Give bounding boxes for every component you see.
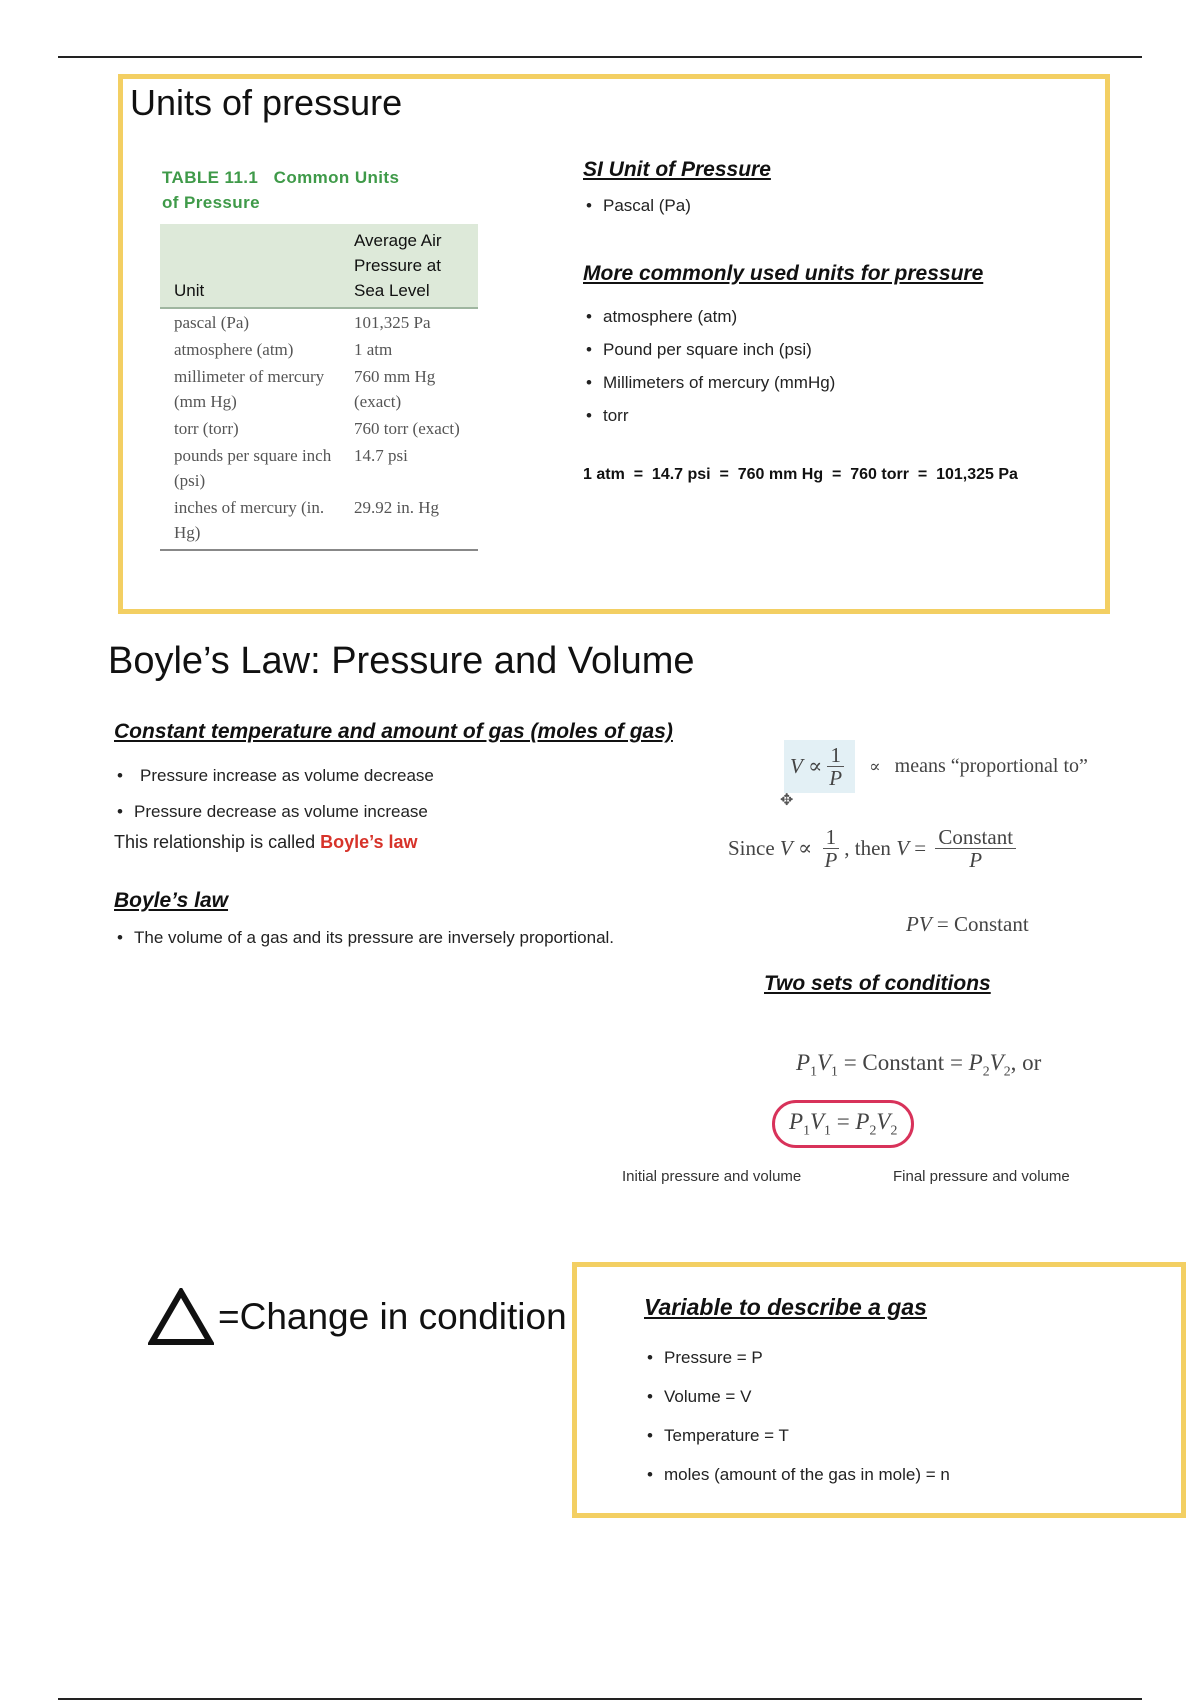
proportional-symbol: ∝ [808, 754, 823, 778]
proportional-box: V ∝ $\frac{1}{P}$ [784, 740, 855, 793]
pv-constant-formula: PV = Constant [906, 912, 1029, 936]
proportional-symbol: ∝ [797, 836, 813, 860]
table-cell: 14.7 psi [354, 446, 408, 465]
list-item: • Pressure increase as volume decrease [114, 758, 434, 794]
boyle-law-name: Boyle’s law [320, 832, 418, 852]
table-cell: pascal (Pa) [174, 313, 250, 332]
table-cell: atmosphere (atm) [174, 340, 294, 359]
table-caption [162, 165, 399, 215]
table-row [160, 308, 478, 336]
si-unit-heading: SI Unit of Pressure [583, 158, 771, 181]
relationship-text [114, 832, 417, 853]
list-item: • atmosphere (atm) [583, 300, 835, 333]
final-caption: Final pressure and volume [893, 1168, 1070, 1185]
boyle-law-list [114, 928, 614, 948]
list-item: • moles (amount of the gas in mole) = n [644, 1465, 950, 1485]
delta-triangle-icon [148, 1288, 214, 1346]
constant-numerator: Constant [935, 826, 1016, 849]
list-item: • Pressure = P [644, 1348, 950, 1368]
table-row [160, 336, 478, 363]
table-row [160, 442, 478, 494]
list-item: • Pressure decrease as volume increase [114, 794, 434, 830]
constant-equation-text: = Constant = [843, 1050, 963, 1075]
two-sets-formula: $P_1V_1$ = Constant = $P_2V_2$, or [796, 1050, 1042, 1079]
common-units-list [583, 300, 835, 432]
list-item: • Millimeters of mercury (mmHg) [583, 366, 835, 399]
delta-text: =Change in condition [218, 1296, 567, 1337]
since-text: Since [728, 836, 775, 860]
list-item: • torr [583, 399, 835, 432]
boyle-equation-circled: $P_1V_1 = P_2V_2$ [772, 1100, 914, 1148]
list-item: • Volume = V [644, 1387, 950, 1407]
table-cell: 760 torr (exact) [354, 419, 460, 438]
units-title: Units of pressure [124, 82, 412, 124]
pressure-equivalence: 1 atm = 14.7 psi = 760 mm Hg = 760 torr = 101,325 Pa [583, 466, 1018, 483]
table-header-pressure: Average Air Pressure at Sea Level [350, 224, 478, 308]
pv-constant-text: = Constant [936, 912, 1029, 936]
boyle-title: Boyle’s Law: Pressure and Volume [108, 640, 695, 682]
since-then-formula: Since V ∝ $\frac{1}{P}$ , then V = $\frac{\text{Constant}}{P}$ [728, 826, 1020, 871]
proportional-symbol: ∝ [869, 756, 881, 776]
common-units-heading: More commonly used units for pressure [583, 262, 984, 285]
table-header-unit: Unit [160, 224, 350, 308]
table-header-row [160, 224, 478, 308]
constant-heading: Constant temperature and amount of gas (moles of gas) [114, 720, 673, 743]
initial-caption: Initial pressure and volume [622, 1168, 802, 1185]
table-row [160, 363, 478, 415]
variables-heading: Variable to describe a gas [644, 1294, 927, 1320]
table-cell: inches of mercury (in. Hg) [160, 494, 350, 550]
table-cell: 1 atm [354, 340, 393, 359]
table-cell: millimeter of mercury (mm Hg) [174, 367, 325, 411]
list-item: • Pound per square inch (psi) [583, 333, 835, 366]
table-row [160, 494, 478, 550]
proportional-meaning: means “proportional to” [894, 755, 1088, 777]
or-text: , or [1010, 1050, 1042, 1075]
table-caption-line1: TABLE 11.1 Common Units [162, 168, 400, 187]
list-item: • Temperature = T [644, 1426, 950, 1446]
si-unit-list [583, 196, 691, 216]
table-cell: torr (torr) [174, 419, 239, 438]
then-text: , then [844, 836, 891, 860]
boyle-law-heading: Boyle’s law [114, 889, 229, 912]
table-row [160, 415, 478, 442]
variables-list [644, 1348, 950, 1504]
delta-definition [148, 1288, 567, 1346]
list-item: • The volume of a gas and its pressure are inversely proportional. [114, 928, 614, 948]
pressure-units-table [160, 224, 478, 551]
boyle-bullets [114, 758, 434, 830]
table-cell: 29.92 in. Hg [350, 494, 478, 550]
two-sets-heading: Two sets of conditions [764, 972, 991, 995]
table-cell: 101,325 Pa [354, 313, 431, 332]
top-rule [58, 56, 1142, 58]
relationship-prefix: This relationship is called [114, 832, 321, 852]
proportionality-formula [784, 740, 1088, 793]
table-cell: pounds per square inch (psi) [174, 446, 332, 490]
cursor-icon: ✥ [780, 792, 794, 809]
table-cell: 760 mm Hg (exact) [354, 367, 436, 411]
list-item: • Pascal (Pa) [583, 196, 691, 216]
table-caption-line2: of Pressure [162, 193, 260, 212]
